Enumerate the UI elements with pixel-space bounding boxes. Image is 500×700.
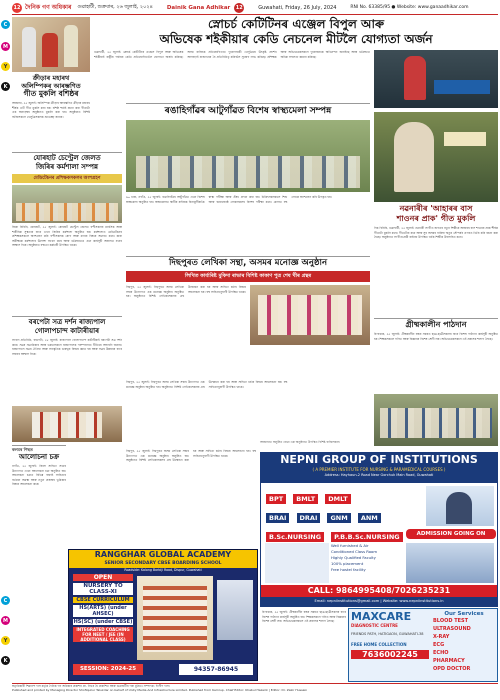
maxcare-tagline: DIAGNOSTIC CENTRE	[351, 623, 398, 628]
rangghar-building-photo	[137, 576, 213, 660]
headline-kriyar-maharath	[12, 74, 90, 98]
lead-photo-table-tennis	[374, 50, 498, 108]
lead-story-body: গুৱাহাটী, ২৫ জুলাই: স্নোচৰ্চ কেটিটিনৰ এঞ্জেল বিপুল আৰু অভিষেক শইকীয়াই ৰাষ্ট্ৰীয় পৰ্যায়ৰ কেডি প্ৰতিযোগিতালৈ যোগ্যতা অৰ্জন কৰিছে। অসম ৰাজ্যিক প্ৰতিযোগিতাত দুয়োগৰাকী খেলুৱৈয়ে উৎকৃষ্ট প্ৰদৰ্শন আগবঢ়াই ৰাজ্যখনৰ হৈ প্ৰতিনিধিত্ব কৰিবলৈ সুযোগ লাভ কৰিছে। প্ৰশিক্ষক আৰু অভিভাৱকসকলে দুয়োজনকে অভিনন্দন জনাইছে আৰু ভৱিষ্যতে অধিক সফলতা কামনা কৰিছে।	[94, 50, 370, 59]
page-badge: 12	[13, 4, 21, 11]
rangghar-phone[interactable]: 94357-86945	[179, 664, 253, 675]
divider	[12, 445, 66, 446]
page-header	[12, 2, 498, 13]
feature-item: 100% placement	[331, 561, 364, 566]
rangghar-session: SESSION: 2024-25	[73, 664, 143, 675]
rangghar-open: OPEN	[73, 574, 133, 581]
divider	[126, 103, 370, 104]
ad-rangghar-academy[interactable]	[68, 549, 258, 681]
course-chip: GNM	[327, 513, 350, 523]
maxcare-service: X-RAY	[433, 634, 450, 640]
rangghar-address: Roadside: Kalong Borbiji Road, Dispur, Guwahati	[124, 568, 202, 572]
maxcare-services-title: Our Services	[444, 611, 484, 617]
story-body-summer: চিপাঝাৰ, ২৫ জুলাই: গ্ৰীষ্মকালীন বন্ধৰ সময়ত ছাত্ৰ-ছাত্ৰীসকলৰ বাবে বিশেষ পাঠদান কাৰ্যসূচী অনুষ্ঠিত হয়। শিক্ষকসকলে গণিত আৰু বিজ্ঞানৰ বিশেষ শ্ৰেণী লয়। অভিভাৱকসকলে এই প্ৰয়াসক শলাগ লৈছে।	[374, 332, 498, 341]
nepni-features	[331, 543, 401, 573]
photo-caption: আজাৰাত অনুষ্ঠিত হোৱা এক অনুষ্ঠানত উপস্থিত বিশিষ্ট ব্যক্তিসকল।	[260, 440, 341, 444]
nepni-title: NEPNI GROUP OF INSTITUTIONS	[280, 453, 478, 466]
story-photo-summer-class	[374, 394, 498, 446]
admission-banner: ADMISSION GOING ON	[406, 529, 496, 539]
story-body-lekhika: দিছপুৰ, ২৫ জুলাই: দিছপুৰত অসম লেখিকা সন্থাৰ উদ্যোগত এক মনোজ্ঞ অনুষ্ঠান অনুষ্ঠিত হয়। অনুষ্ঠানত বিশিষ্ট লেখিকাসকলৰ গ্ৰন্থ উন্মোচন কৰা হয় আৰু সাহিত্য চৰ্চাৰ বিষয়ে আলোচনা হয়। বহু সাহিত্যানুৰাগী উপস্থিত থাকে।	[126, 285, 246, 299]
headline-line: স্নোচৰ্চ কেটিটিনৰ এঞ্জেল বিপুল আৰু	[207, 17, 385, 31]
cmyk-mark-m-bottom: M	[1, 616, 10, 625]
nepni-subtitle: ( A PREMIER INSTITUTE FOR NURSING & PARAMEDICAL COURSES )	[312, 467, 446, 472]
rangghar-hs-arts: HS(ARTS) (under AHSEC)	[73, 605, 133, 617]
story-body-bottom: চিপাঝাৰ, ২৫ জুলাই: গ্ৰীষ্মকালীন বন্ধৰ সময়ত ছাত্ৰ-ছাত্ৰীসকলৰ বাবে বিশেষ পাঠদান কাৰ্যসূচী অনুষ্ঠিত হয়। শিক্ষকসকলে গণিত আৰু বিজ্ঞানৰ বিশেষ শ্ৰেণী লয়। অভিভাৱকসকলে এই প্ৰয়াসক শলাগ লৈছে।	[262, 610, 346, 624]
story-photo-lekhika	[250, 285, 370, 345]
newspaper-logo: দৈনিক গণ অধিকাৰ	[25, 4, 72, 11]
course-chip: DMLT	[325, 494, 350, 504]
feature-item: Highly Qualified Faculty	[331, 555, 376, 560]
rangghar-nursery: NURSERY TO CLASS-XI	[73, 583, 133, 595]
rangghar-hs-sc: HS(SC) (under CBSE)	[73, 619, 133, 625]
feature-item: Conditioned Class Room	[331, 549, 378, 554]
headline-line: অলিম্পিকৰ আৰম্ভণিত	[21, 82, 81, 90]
story-photo-singer	[374, 112, 498, 202]
maxcare-service: PHARMACY	[433, 658, 465, 664]
maxcare-service: ECG	[433, 642, 445, 648]
story-photo-award	[12, 17, 90, 72]
date-assamese: গুৱাহাটী, শুক্ৰবাৰ, ২৬ জুলাই, ২০২৪	[77, 3, 153, 10]
maxcare-address: FRIENDS PATH, HATIGAON, GUWAHATI-38	[351, 632, 424, 636]
course-chip: BMLT	[293, 494, 318, 504]
nepni-nurse-photo	[406, 543, 494, 583]
maxcare-service: OPD DOCTOR	[433, 666, 471, 672]
headline-line: গোলাপচান্দ কাটাৰীয়াৰ	[34, 327, 100, 335]
course-chip: P.B.B.Sc.NURSING	[331, 532, 403, 542]
subhead-lekhika: লিখিত কাৰ্য্যৰিষ্ট মুকিদা ৰাভাৰ বিশিষ্ট কাকাণ পুত্ৰ শেষ খীৰ গ্ৰন্থৰ	[126, 271, 370, 282]
course-chip: ANM	[358, 513, 381, 523]
maxcare-phone[interactable]: 7636002245	[351, 650, 429, 659]
rangghar-coaching: INTEGRATED COACHING FOR NEET / JEE (IN ADDITIONAL CLASS)	[73, 627, 133, 642]
nepni-email[interactable]: Email: nepniinstitutions@gmail.com | Website: www.nepniinstitutions.in	[261, 597, 497, 606]
rangghar-name: RANGGHAR GLOBAL ACADEMY	[94, 550, 232, 559]
story-photo-governor	[12, 406, 122, 442]
rangghar-principal-photo	[217, 580, 253, 640]
headline-line: যোৰহাট চেণ্ট্ৰেল জেলত	[33, 154, 101, 162]
story-body-health-camp: ৯০ ধাৰা, নগাঁও, ২৫ জুলাই: ৰঙাহিগাঁৱৰ আটুগাঁৱত এখন বিশেষ স্বাস্থ্যমেলা অনুষ্ঠিত হয়। স্বাস্থ্যমেলাত স্থানীয় ৰাইজক বিনামূলীয়াকৈ স্বাস্থ্য পৰীক্ষা আৰু ঔষধ প্ৰদান কৰা হয়। চিকিৎসকসকলে শিশু আৰু বয়োজ্যেষ্ঠ লোকসকলৰ বিশেষ পৰীক্ষা কৰে। মেলাত বহু লোকে অংশগ্ৰহণ কৰি উপকৃত হয়।	[126, 195, 332, 204]
cmyk-mark-y: Y	[1, 62, 10, 71]
rangghar-subtitle: SENIOR SECONDARY CBSE BOARDING SCHOOL	[104, 561, 222, 566]
story-body-lekhika-cont: দিছপুৰ, ২৫ জুলাই: দিছপুৰত অসম লেখিকা সন্থাৰ উদ্যোগত এক মনোজ্ঞ অনুষ্ঠান অনুষ্ঠিত হয়। অনুষ্ঠানত বিশিষ্ট লেখিকাসকলৰ গ্ৰন্থ উন্মোচন কৰা হয় আৰু সাহিত্য চৰ্চাৰ বিষয়ে আলোচনা হয়। বহু সাহিত্যানুৰাগী উপস্থিত থাকে।	[126, 380, 288, 389]
story-photo-health-camp	[126, 120, 370, 192]
nepni-graduate-photo	[426, 486, 494, 526]
maxcare-service: ECHO	[433, 650, 449, 656]
story-body-barpeta: সংবাদ প্ৰতিনিধি, বৰপেটা, ২৫ জুলাই: ৰাজ্যপাল গোলাপচান্দ কাটাৰীয়াই বৰপেটা সত্ৰ দৰ্শন কৰে। সত্ৰৰ সত্ৰাধিকাৰ আৰু ভকতসকলে ৰাজ্যপালক পৰম্পৰাগত ৰীতিৰে আদৰণি জনায়। ৰাজ্যপালে সত্ৰৰ ঐতিহ্য আৰু সাংস্কৃতিক গুৰুত্বৰ বিষয়ে জ্ঞাত হয় আৰু সত্ৰৰ উন্নয়নৰ বাবে সহায়ৰ আশ্বাস দিয়ে।	[12, 338, 122, 356]
story-body-kriyar: আজাৰা, ২৫ জুলাই: অলিম্পিক ক্ৰীড়াৰ আৰম্ভণিত ক্ৰীড়াৰ মহাৰথ শীৰ্ষক এটি গীত মুকলি কৰা হয়। বশিষ্ঠ শৰ্মাই ৰচনা কৰা গীতটো এক অনাড়ম্বৰ অনুষ্ঠানত মুকলি কৰা হয়। অনুষ্ঠানত বিশিষ্ট ব্যক্তিসকলে খেলুৱৈসকলক শুভেচ্ছা জনায়।	[12, 101, 90, 119]
feature-item: Well furnished & Air	[331, 543, 369, 548]
headline-line: বৰপেটা সত্ৰ দৰ্শন ৰাজ্যপাল	[28, 318, 106, 326]
cmyk-mark-k-bottom: K	[1, 656, 10, 665]
header-rule	[12, 14, 498, 15]
rangghar-cbse: CBSE CURRICULUM	[73, 597, 133, 603]
registration-info: RNI No. 63385/95 ● Website: www.ganaadhikar.com	[350, 5, 469, 10]
ad-nepni-institutions[interactable]	[260, 452, 498, 607]
divider	[374, 318, 498, 319]
newspaper-title: Dainik Gana Adhikar	[166, 4, 231, 11]
headline-line: জিৰিৰ কৰ্মশালা সম্পন্ন	[36, 163, 98, 171]
footer-line-english: Published and printed by Managing Director Shofiquilur Talukdar on behalf of Unity Media And Infrastructure Limited. Published from Kamrup. Chief Editor: Khabul Hazarik | Editor: Dr. Zakir Hussain	[12, 688, 308, 692]
page-number: 12	[235, 4, 243, 11]
headline-alochana-chakra: আলোচনা চক্ৰ	[18, 453, 60, 461]
maxcare-service: ULTRASOUND	[433, 626, 471, 632]
maxcare-service: BLOOD TEST	[433, 618, 469, 624]
headline-jorhat-jail	[12, 154, 122, 172]
headline-line: গীত মুকলি বশিষ্ঠৰ	[23, 89, 79, 98]
divider	[12, 316, 122, 317]
course-chip: BPT	[266, 494, 286, 504]
story-body-nawnari: দিক বিৰিবি, গুৱাহাটী, ২৫ জুলাই: নৱনাৰী সংগীত জগতৰ নতুন শিল্পীয়ে আহাৰৰ বাস শাওনৰ প্ৰাক শীৰ্ষক গীতটো মুকলি কৰে। গীতটোৰ কথা আৰু সুৰ অসমৰ বাৰিষা ঋতুৰ সৌন্দৰ্যৰ ওপৰত ভিত্তি কৰি ৰচনা কৰা হৈছে। অনুষ্ঠানত সংগীতপ্ৰেমী ৰাইজে উপস্থিত থাকি শিল্পীক উৎসাহিত কৰে।	[374, 226, 498, 240]
headline-nawnari-song	[374, 204, 498, 224]
story-body-continuation: দিছপুৰ, ২৫ জুলাই: দিছপুৰত অসম লেখিকা সন্থাৰ উদ্যোগত এক মনোজ্ঞ অনুষ্ঠান অনুষ্ঠিত হয়। অনুষ্ঠানত বিশিষ্ট লেখিকাসকলৰ গ্ৰন্থ উন্মোচন কৰা হয় আৰু সাহিত্য চৰ্চাৰ বিষয়ে আলোচনা হয়। বহু সাহিত্যানুৰাগী উপস্থিত থাকে।	[126, 449, 256, 463]
divider	[126, 256, 370, 257]
headline-line: ক্ৰীড়াৰ মহাৰথ	[32, 74, 70, 82]
nepni-phone[interactable]: CALL: 9864995408/7026235231	[261, 585, 497, 597]
feature-item: Free hostel facility	[331, 567, 366, 572]
cmyk-mark-k: K	[1, 82, 10, 91]
cmyk-mark-c: C	[1, 20, 10, 29]
cmyk-mark-c-bottom: C	[1, 596, 10, 605]
cmyk-mark-y-bottom: Y	[1, 636, 10, 645]
date-english: Guwahati, Friday, 26 July, 2024	[258, 4, 337, 11]
ad-maxcare-diagnostic[interactable]	[348, 608, 498, 682]
nepni-building-photo	[265, 543, 329, 583]
footer-line-assamese: স্বত্বাধিকাৰী শিৱানন্দ দাস কৰ্তৃক দৈনিক গণ অধিকাৰ প্ৰকাশন প্ৰা. লিঃৰ হৈ প্ৰকাশিত আৰু গুৱাহাটীৰ পৰা মুদ্ৰিত। সম্পাদক: দিলীপ দাস।	[12, 684, 170, 688]
headline-line: অভিষেক শইকীয়াৰ কেডি নেচনেল মীটলৈ যোগ্যতা অৰ্জন	[159, 32, 433, 46]
lead-headline	[94, 17, 498, 47]
headline-lekhika-sontha: দিছপুৰত লেখিকা সন্থা, অসমৰ মনোজ্ঞ অনুষ্ঠান	[168, 258, 328, 268]
course-chip: B.Sc.NURSING	[266, 532, 324, 542]
story-body-alochana: নগাঁও, ২৫ জুলাই: জিলা সাহিত্য সভাৰ উদ্যোগত এখন আলোচনা চক্ৰ অনুষ্ঠিত হয়। আলোচনা চক্ৰত বিভিন্ন বক্তাই সাহিত্যৰ বৰ্তমান অৱস্থা আৰু নতুন প্ৰজন্মৰ ভূমিকাৰ বিষয়ে আলোচনা কৰে।	[12, 464, 66, 487]
divider	[12, 152, 122, 153]
headline-line: শাওনৰ প্ৰাক' গীত মুকলি	[396, 214, 476, 223]
kicker-kalam: কলমৰ পিছত	[12, 447, 33, 452]
course-chip: DRAI	[297, 513, 321, 523]
maxcare-brand: MAXCARE	[351, 610, 412, 623]
maxcare-home-collection: FREE HOME COLLECTION	[351, 642, 407, 647]
headline-summer-class: গ্ৰীষ্মকালীন পাঠদান	[405, 320, 467, 329]
story-body-jorhat: জিৰা বিৰিবি, যোৰহাট, ২৫ জুলাই: যোৰহাট চেণ্ট্ৰেল জেলত বন্দীসকলৰ মানসিক আৰু শাৰীৰিক সুস্থতাৰ বাবে এখন জিৰিৰ কৰ্মশালা অনুষ্ঠিত হয়। কৰ্মশালাত মেডিটেচনৰ প্ৰশিক্ষকসকলে অংশগ্ৰহণ কৰি বন্দীসকলক যোগ আৰু ধ্যানৰ বিষয়ে অৱগত কৰে। কাৰা অধীক্ষকে কৰ্মশালাৰ উদ্দেশ্য ব্যাখ্যা কৰে আৰু ভৱিষ্যতেও এনে কাৰ্যসূচী অব্যাহত ৰখাৰ আশ্বাস দিয়ে। অনুষ্ঠানত বহুতো কৰ্মচাৰী উপস্থিত থাকে।	[12, 225, 122, 248]
nepni-address: Address: Hayhaun-2 Road Near Gorchuk Main Road, Guwahati	[324, 473, 434, 477]
cmyk-mark-m: M	[1, 42, 10, 51]
headline-health-camp: ৰঙাহিগাঁৱৰ আটুগাঁৱত বিশেষ স্বাস্থ্যমেলা সম্পন্ন	[164, 106, 332, 116]
course-chip: BRAI	[266, 513, 289, 523]
page-footer	[12, 684, 498, 692]
story-photo-group	[12, 185, 122, 223]
headline-line: নৱনাৰীৰ 'আহাৰৰ বাস	[399, 204, 473, 213]
kicker-meditation: মেডিটেচনৰ প্ৰশিক্ষকসকলৰ অংশগ্ৰহণ	[12, 174, 122, 183]
headline-barpeta-satra	[12, 318, 122, 336]
